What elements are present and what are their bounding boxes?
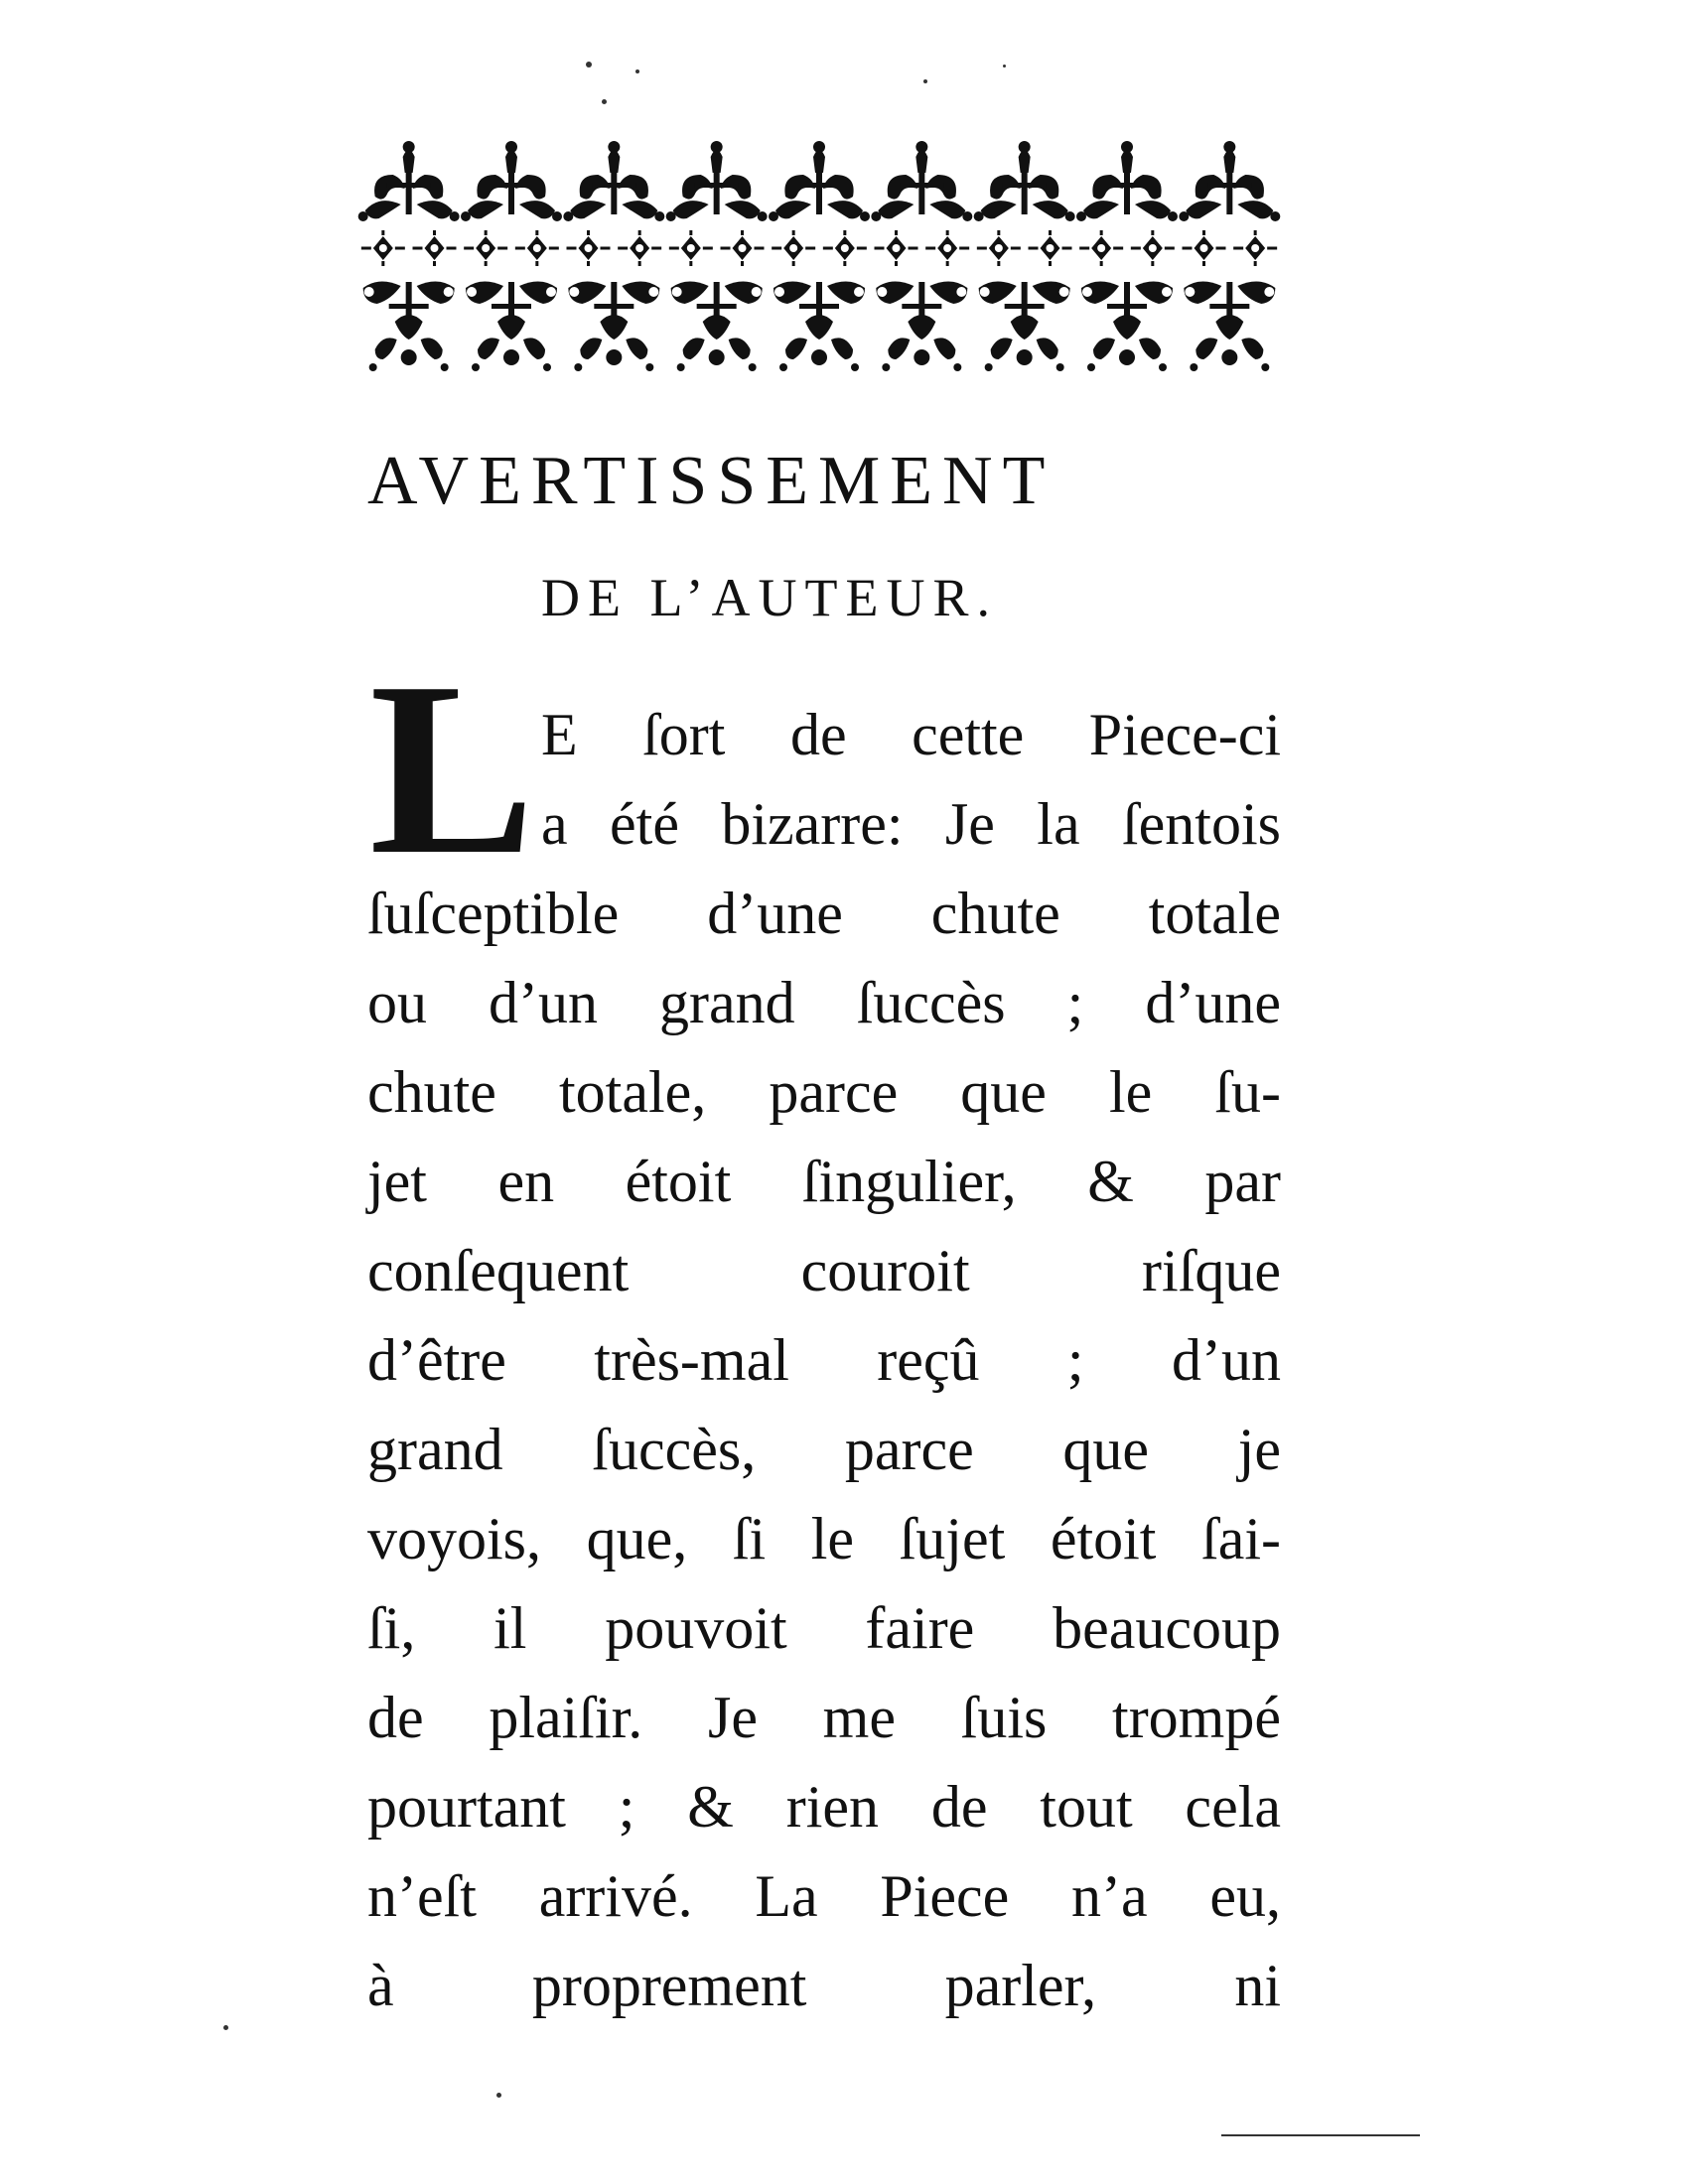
text-line: n’eſt arrivé. La Piece n’a eu, — [367, 1863, 1281, 1929]
page-title: AVERTISSEMENT — [367, 443, 1055, 519]
text-line: à proprement parler, ni — [367, 1953, 1281, 2018]
text-line: de plaiſir. Je me ſuis trompé — [367, 1685, 1281, 1750]
scan-speck — [496, 2093, 501, 2098]
scan-speck — [602, 99, 607, 104]
fleuron-band-ornament-icon — [357, 139, 1281, 382]
text-line: grand ſuccès, parce que je — [367, 1417, 1281, 1482]
scan-speck — [223, 2025, 228, 2030]
scan-speck — [923, 79, 927, 83]
scan-speck — [586, 62, 592, 68]
drop-capital: L — [369, 631, 535, 906]
text-line: ſuſceptible d’une chute totale — [367, 881, 1281, 946]
scan-speck — [1221, 2134, 1420, 2136]
scan-speck — [635, 69, 639, 73]
scan-speck — [1003, 65, 1006, 68]
text-line: jet en étoit ſingulier, & par — [367, 1149, 1281, 1214]
text-line: d’être très-mal reçû ; d’un — [367, 1327, 1281, 1393]
text-line: E ſort de cette Piece-ci — [541, 702, 1281, 767]
text-line: ou d’un grand ſuccès ; d’une — [367, 970, 1281, 1035]
text-line: conſequent couroit riſque — [367, 1238, 1281, 1303]
text-line: a été bizarre: Je la ſentois — [541, 791, 1281, 857]
text-line: pourtant ; & rien de tout cela — [367, 1774, 1281, 1840]
page-subtitle: DE L’AUTEUR. — [541, 568, 998, 627]
text-line: chute totale, parce que le ſu- — [367, 1059, 1281, 1125]
text-line: voyois, que, ſi le ſujet étoit ſai- — [367, 1506, 1281, 1571]
text-line: ſi, il pouvoit faire beaucoup — [367, 1595, 1281, 1661]
